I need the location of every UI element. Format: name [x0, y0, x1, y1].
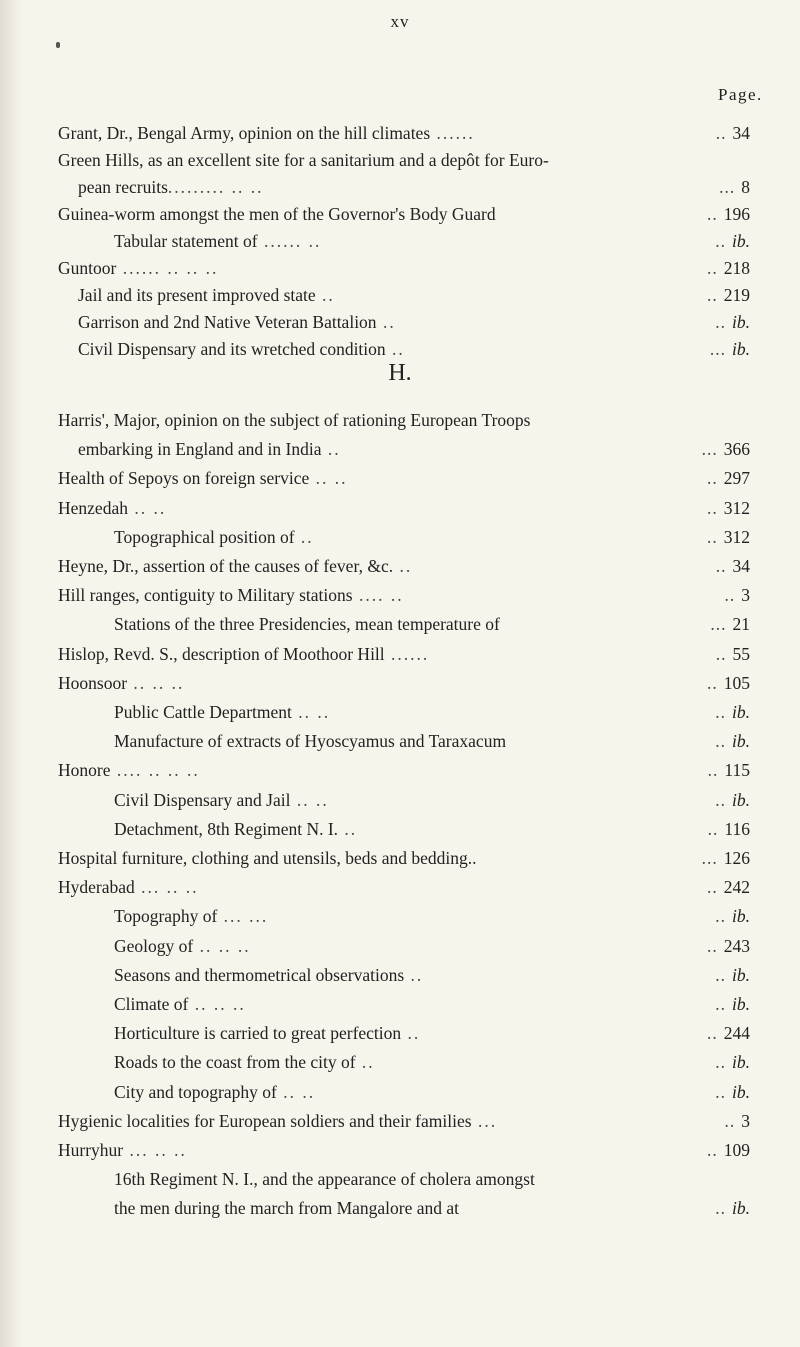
- entry-page-ref: [708, 760, 750, 780]
- entry-page-number: ib.: [732, 339, 750, 359]
- entry-page-dots: ..: [715, 994, 726, 1014]
- index-entry: [58, 339, 750, 359]
- entry-text: Civil Dispensary and its wretched condition: [78, 339, 386, 359]
- index-entry: [58, 848, 750, 868]
- entry-leader: ..: [315, 285, 335, 305]
- entry-leader: ..: [401, 1023, 421, 1044]
- entry-leader: ..: [294, 526, 314, 547]
- index-entry: [58, 150, 750, 170]
- entry-page-number: 21: [732, 614, 750, 635]
- entry-leader: ... .. ..: [123, 1140, 187, 1160]
- entry-page-ref: [744, 1169, 750, 1189]
- entry-leader: .. .. ..: [193, 935, 251, 956]
- entry-page-dots: ...: [710, 614, 727, 635]
- entry-page-number: 3: [741, 585, 750, 606]
- entry-page-ref: [725, 585, 751, 605]
- entry-page-ref: [715, 906, 750, 926]
- entry-page-dots: ..: [707, 526, 718, 547]
- index-entry: [58, 906, 750, 926]
- entry-page-ref: [715, 994, 750, 1014]
- index-entry: [58, 644, 750, 664]
- entry-page-ref: [715, 231, 750, 251]
- entry-page-number: ib.: [732, 1052, 750, 1073]
- entry-leader: ..: [376, 312, 396, 332]
- entry-page-ref: [719, 177, 750, 197]
- entry-text: Hurryhur: [58, 1140, 124, 1160]
- entry-leader: ..: [338, 818, 358, 839]
- entry-page-dots: ..: [724, 1110, 736, 1131]
- entry-page-number: ib.: [732, 1081, 750, 1102]
- index-entry: [58, 204, 750, 224]
- index-entry: [58, 439, 750, 459]
- entry-page-ref: [707, 1140, 750, 1160]
- entry-leader: ..: [393, 556, 413, 576]
- page-number: xv: [390, 12, 410, 31]
- entry-page-dots: ..: [707, 760, 719, 781]
- entry-text: Grant, Dr., Bengal Army, opinion on the hill climates: [58, 123, 431, 143]
- entry-page-dots: ..: [715, 789, 726, 810]
- entry-page-dots: ..: [707, 258, 718, 278]
- entry-page-number: 116: [724, 818, 750, 839]
- entry-text: Hislop, Revd. S., description of Moothoor Hill: [58, 643, 385, 664]
- entry-page-dots: ..: [715, 702, 726, 722]
- entry-page-number: 126: [723, 848, 750, 868]
- entry-page-ref: [707, 936, 750, 956]
- entry-leader: ...... ..: [257, 231, 322, 251]
- index-entry: [58, 790, 750, 810]
- entry-page-number: 8: [741, 177, 750, 197]
- entry-page-dots: ...: [719, 177, 736, 197]
- entry-page-ref: [715, 702, 750, 722]
- entry-leader: .. .. ..: [188, 994, 246, 1014]
- entry-page-number: 34: [732, 123, 750, 143]
- entry-page-number: ib.: [732, 789, 750, 810]
- entry-text: embarking in England and in India: [78, 439, 322, 460]
- entry-text: Health of Sepoys on foreign service: [58, 468, 310, 489]
- entry-page-ref: [707, 468, 750, 488]
- entry-page-ref: [707, 285, 750, 305]
- entry-page-dots: ..: [707, 285, 718, 305]
- entry-page-ref: [744, 410, 750, 430]
- index-entry: [58, 258, 750, 278]
- entry-leader: ......... .. ..: [167, 177, 264, 197]
- ink-speck: [56, 42, 60, 48]
- entry-leader: ..: [385, 339, 405, 359]
- entry-page-dots: ...: [701, 848, 718, 868]
- entry-leader: ......: [430, 123, 475, 143]
- index-entry: [58, 1140, 750, 1160]
- entry-page-number: 3: [741, 1110, 750, 1131]
- entry-text: Detachment, 8th Regiment N. I.: [114, 818, 339, 839]
- entry-leader: .. ..: [276, 1081, 316, 1102]
- index-entry: [58, 1082, 750, 1102]
- entry-page-ref: [715, 790, 750, 810]
- entry-page-number: ib.: [732, 231, 750, 251]
- index-entry: [58, 410, 750, 430]
- entry-page-dots: ..: [715, 731, 726, 752]
- entry-page-ref: [715, 1082, 750, 1102]
- index-entry: [58, 1198, 750, 1218]
- entry-text: Tabular statement of: [114, 231, 258, 251]
- entry-page-dots: ..: [715, 1081, 726, 1102]
- entry-text: Guinea-worm amongst the men of the Governor's Body Guard: [58, 204, 496, 224]
- index-entry: [58, 965, 750, 985]
- entry-page-number: ib.: [732, 964, 750, 985]
- entry-leader: .. ..: [309, 468, 348, 489]
- entry-page-ref: [716, 644, 750, 664]
- entry-page-ref: [715, 731, 750, 751]
- entry-page-ref: [702, 439, 750, 459]
- index-entry: [58, 819, 750, 839]
- entry-page-dots: ...: [709, 339, 726, 359]
- entry-page-ref: [707, 258, 750, 278]
- entry-page-dots: ..: [715, 231, 726, 251]
- entry-leader: ..: [321, 439, 341, 460]
- entry-page-number: ib.: [732, 312, 750, 332]
- entry-page-dots: ..: [715, 964, 726, 985]
- index-entry: [58, 936, 750, 956]
- entry-leader: .... ..: [352, 585, 404, 606]
- index-entry: [58, 994, 750, 1014]
- index-entry: [58, 177, 750, 197]
- entry-page-ref: [707, 877, 750, 897]
- entry-text: Roads to the coast from the city of: [114, 1052, 356, 1073]
- entry-page-dots: ..: [724, 585, 736, 606]
- entry-page-number: 109: [723, 1140, 750, 1160]
- entry-text: pean recruits: [78, 177, 168, 197]
- entry-page-ref: [716, 556, 750, 576]
- index-entry: [58, 673, 750, 693]
- entry-page-number: ib.: [732, 731, 750, 752]
- entry-text: Geology of: [114, 935, 194, 956]
- entry-leader: .. ..: [291, 702, 331, 722]
- entry-leader: ......: [384, 643, 430, 664]
- entry-page-ref: [710, 339, 750, 359]
- entry-text: Garrison and 2nd Native Veteran Battalion: [78, 312, 377, 332]
- entry-page-dots: ..: [707, 672, 718, 693]
- section-heading: H.: [388, 360, 412, 386]
- entry-text: Heyne, Dr., assertion of the causes of fever, &c.: [58, 556, 394, 576]
- entry-page-number: 105: [723, 672, 750, 693]
- entry-text: Horticulture is carried to great perfection: [114, 1023, 402, 1044]
- entry-page-dots: ..: [707, 204, 718, 224]
- entry-text: Hoonsoor: [58, 672, 128, 693]
- entry-page-dots: ..: [707, 497, 718, 518]
- entry-leader: ... .. ..: [134, 877, 199, 898]
- entry-page-number: 55: [732, 643, 750, 664]
- entry-leader: .. ..: [127, 497, 167, 518]
- index-entry: [58, 1052, 750, 1072]
- index-entry: [58, 231, 750, 251]
- entry-text: Green Hills, as an excellent site for a sanitarium and a depôt for Euro-: [58, 150, 549, 170]
- entry-page-dots: ..: [715, 312, 726, 332]
- entry-page-dots: ...: [701, 439, 718, 460]
- entry-page-ref: [707, 527, 750, 547]
- binding-shadow: [0, 0, 22, 1347]
- entry-page-ref: [744, 150, 750, 170]
- entry-page-ref: [716, 123, 750, 143]
- entry-text: Jail and its present improved state: [78, 285, 316, 305]
- entry-leader: ...... .. .. ..: [116, 258, 219, 278]
- entry-page-number: ib.: [732, 1198, 750, 1219]
- entry-page-ref: [708, 819, 750, 839]
- index-entry: [58, 1111, 750, 1131]
- entry-page-number: 312: [723, 497, 750, 518]
- entry-text: Public Cattle Department: [114, 702, 292, 722]
- entry-page-number: 312: [723, 526, 750, 547]
- entry-page-ref: [710, 614, 750, 634]
- index-entry: [58, 760, 750, 780]
- entry-text: Topography of: [114, 906, 218, 927]
- entry-text: Hygienic localities for European soldiers and their families: [58, 1110, 472, 1131]
- entry-page-number: 219: [723, 285, 750, 305]
- entry-page-number: 242: [723, 877, 750, 898]
- index-entry: [58, 1023, 750, 1043]
- entry-text: Hill ranges, contiguity to Military stations: [58, 585, 353, 606]
- entry-text: Civil Dispensary and Jail: [114, 789, 291, 810]
- entry-page-dots: ..: [707, 818, 719, 839]
- entry-page-ref: [707, 204, 750, 224]
- index-entry: [58, 123, 750, 143]
- entry-page-dots: ..: [707, 935, 718, 956]
- entry-leader: ..: [404, 964, 424, 985]
- entry-text: the men during the march from Mangalore and at: [114, 1198, 460, 1219]
- entry-leader: .. ..: [290, 789, 329, 810]
- index-entry: [58, 498, 750, 518]
- entry-page-dots: ..: [715, 1198, 726, 1219]
- entry-page-number: 115: [724, 760, 750, 781]
- index-entry: [58, 468, 750, 488]
- entry-page-dots: ..: [715, 1052, 726, 1073]
- entry-leader: .. .. ..: [127, 672, 185, 693]
- entry-page-number: 366: [723, 439, 750, 460]
- index-entry: [58, 585, 750, 605]
- index-entry: [58, 285, 750, 305]
- index-entry: [58, 312, 750, 332]
- index-entry: [58, 527, 750, 547]
- entry-page-ref: [715, 965, 750, 985]
- entry-page-number: 196: [723, 204, 750, 224]
- entry-page-ref: [715, 1198, 750, 1218]
- entry-page-ref: [707, 1023, 750, 1043]
- entry-text: Stations of the three Presidencies, mean temperature of: [114, 614, 500, 635]
- index-entry: [58, 556, 750, 576]
- entry-page-number: 297: [723, 468, 750, 489]
- entry-page-number: 243: [723, 935, 750, 956]
- entry-page-dots: ..: [715, 643, 727, 664]
- entry-page-number: ib.: [732, 994, 750, 1014]
- entry-page-dots: ..: [715, 556, 727, 576]
- entry-text: 16th Regiment N. I., and the appearance of cholera amongst: [114, 1169, 535, 1190]
- entry-leader: ..: [355, 1052, 375, 1073]
- entry-page-dots: ..: [707, 1140, 718, 1160]
- entry-page-ref: [707, 498, 750, 518]
- index-entry: [58, 1169, 750, 1189]
- entry-page-number: 34: [732, 556, 750, 576]
- entry-page-dots: ..: [707, 468, 718, 489]
- entry-text: Harris', Major, opinion on the subject of rationing European Troops: [58, 410, 531, 430]
- entry-page-number: 244: [723, 1023, 750, 1044]
- entry-page-ref: [702, 848, 750, 868]
- entry-page-ref: [725, 1111, 751, 1131]
- entry-page-ref: [715, 1052, 750, 1072]
- entry-text: Henzedah: [58, 497, 128, 518]
- entry-text: Hyderabad: [58, 877, 135, 898]
- entry-text: Guntoor: [58, 258, 117, 278]
- entry-page-ref: [715, 312, 750, 332]
- entry-page-dots: ..: [715, 906, 726, 927]
- entry-text: Manufacture of extracts of Hyoscyamus and Taraxacum: [114, 731, 507, 752]
- entry-leader: ... ...: [217, 906, 269, 927]
- index-entry: [58, 614, 750, 634]
- entry-page-number: 218: [723, 258, 750, 278]
- entry-page-number: ib.: [732, 906, 750, 927]
- entry-text: Topographical position of: [114, 526, 295, 547]
- entry-page-ref: [707, 673, 750, 693]
- entry-text: Seasons and thermometrical observations: [114, 964, 405, 985]
- entry-page-dots: ..: [707, 1023, 718, 1044]
- entry-page-dots: ..: [707, 877, 718, 898]
- entry-leader: ...: [471, 1110, 498, 1131]
- entry-text: Hospital furniture, clothing and utensils, beds and bedding..: [58, 848, 477, 868]
- index-entry: [58, 702, 750, 722]
- entry-page-dots: ..: [715, 123, 727, 143]
- index-entry: [58, 731, 750, 751]
- page-column-label: Page.: [718, 85, 763, 104]
- entry-text: Climate of: [114, 994, 189, 1014]
- entry-leader: .... .. .. ..: [110, 760, 200, 781]
- entry-page-number: ib.: [732, 702, 750, 722]
- index-entry: [58, 877, 750, 897]
- entry-text: Honore: [58, 760, 111, 781]
- entry-text: City and topography of: [114, 1081, 277, 1102]
